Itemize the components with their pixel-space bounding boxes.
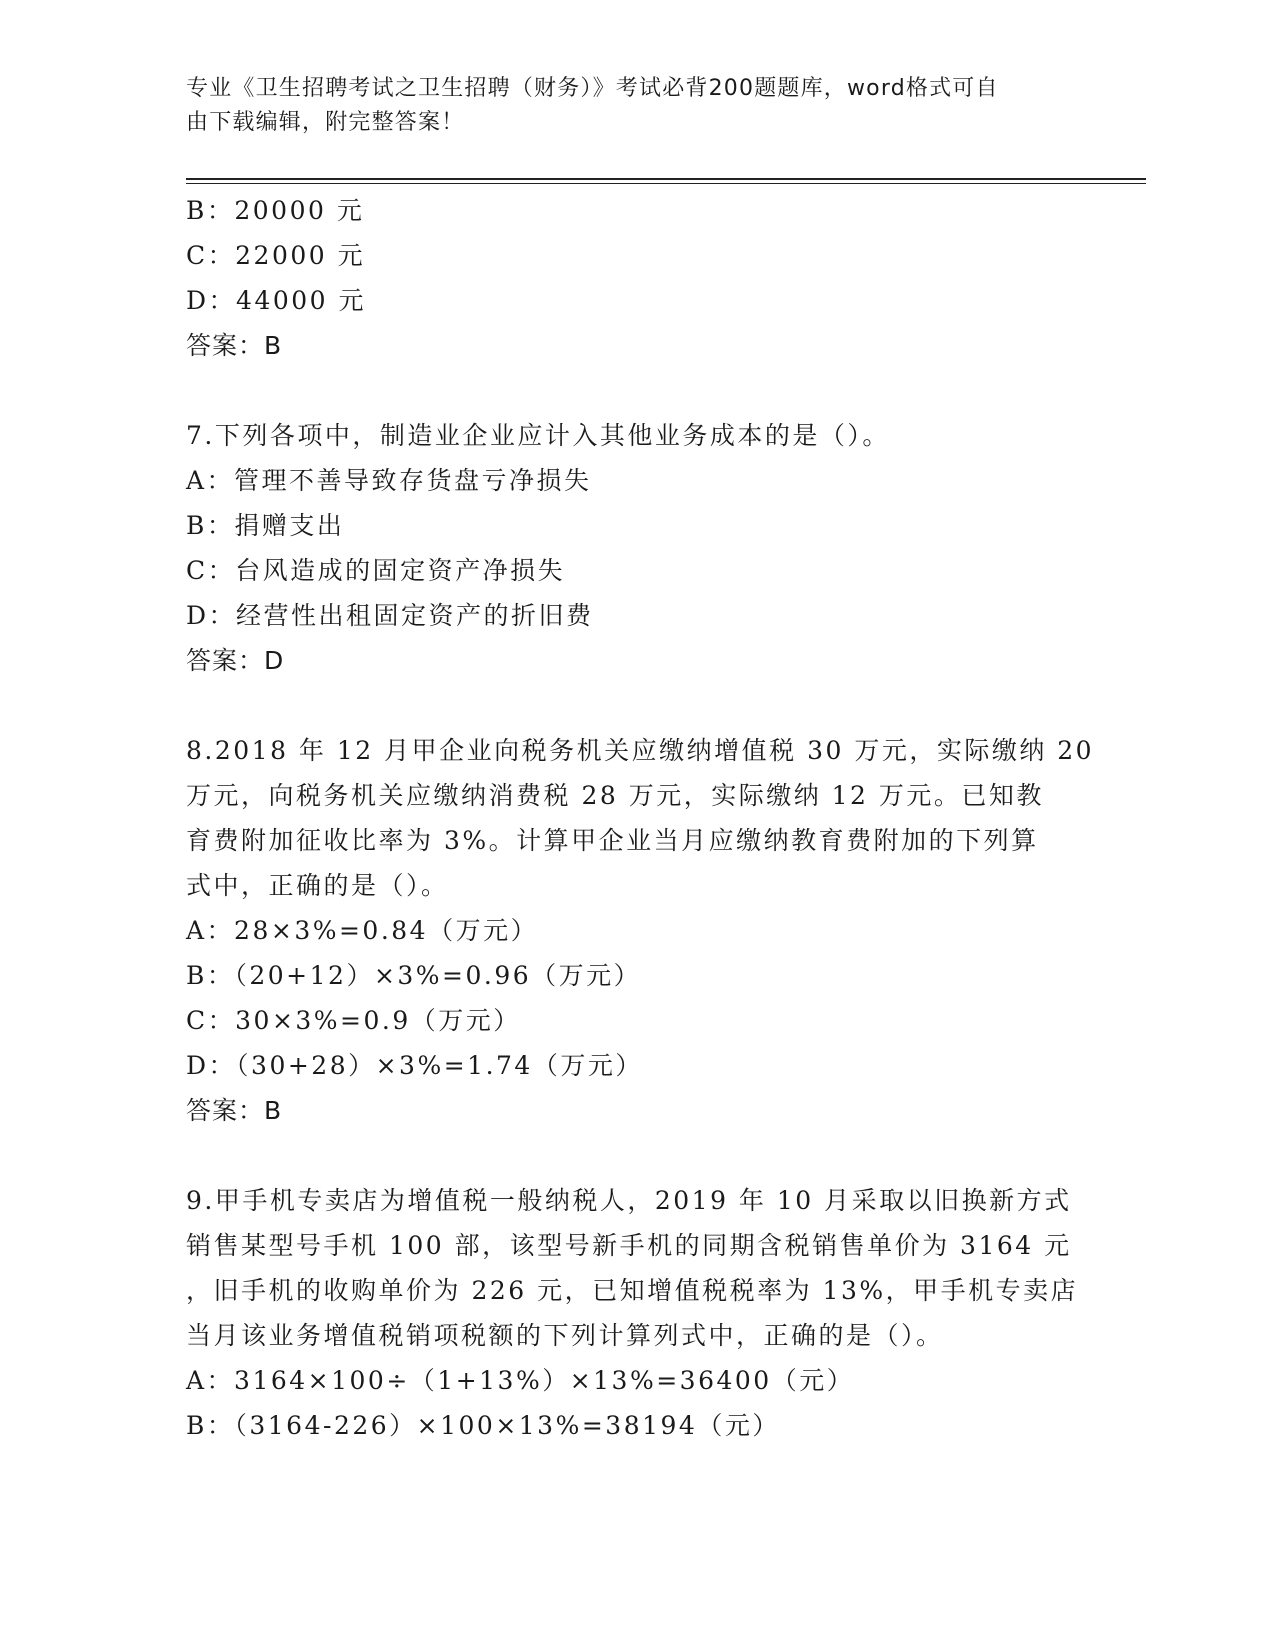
question-8 bbox=[186, 728, 1095, 1133]
question-stem-line: 育费附加征收比率为 3%。计算甲企业当月应缴纳教育费附加的下列算 bbox=[186, 826, 1039, 855]
option-b: B：（20+12）×3%=0.96（万元） bbox=[186, 961, 642, 990]
option-a: A：管理不善导致存货盘亏净损失 bbox=[186, 466, 592, 495]
option-a: A：28×3%=0.84（万元） bbox=[186, 916, 539, 945]
question-stem-line: 销售某型号手机 100 部，该型号新手机的同期含税销售单价为 3164 元 bbox=[186, 1231, 1072, 1260]
question-stem-line: 万元，向税务机关应缴纳消费税 28 万元，实际缴纳 12 万元。已知教 bbox=[186, 781, 1044, 810]
option-b: B：20000 元 bbox=[186, 196, 365, 225]
answer: 答案：B bbox=[186, 331, 283, 360]
question-stem-line: 9.甲手机专卖店为增值税一般纳税人，2019 年 10 月采取以旧换新方式 bbox=[186, 1186, 1072, 1215]
option-b: B：（3164-226）×100×13%=38194（元） bbox=[186, 1411, 780, 1440]
option-d: D：44000 元 bbox=[186, 286, 367, 315]
header-rule-thick bbox=[186, 178, 1146, 180]
header-line-2: 由下载编辑，附完整答案！ bbox=[186, 110, 465, 135]
page-header bbox=[186, 72, 1066, 140]
option-c: C：22000 元 bbox=[186, 241, 366, 270]
header-line-1: 专业《卫生招聘考试之卫生招聘（财务）》考试必背200题题库，word格式可自 bbox=[186, 76, 999, 101]
question-stem-line: 式中，正确的是（）。 bbox=[186, 871, 449, 900]
question-7 bbox=[186, 413, 1086, 683]
question-stem: 7.下列各项中，制造业企业应计入其他业务成本的是（）。 bbox=[186, 421, 890, 450]
option-c: C：30×3%=0.9（万元） bbox=[186, 1006, 521, 1035]
option-a: A：3164×100÷（1+13%）×13%=36400（元） bbox=[186, 1366, 855, 1395]
option-d: D：（30+28）×3%=1.74（万元） bbox=[186, 1051, 643, 1080]
question-stem-line: ，旧手机的收购单价为 226 元，已知增值税税率为 13%，甲手机专卖店 bbox=[186, 1276, 1079, 1305]
question-9 bbox=[186, 1178, 1086, 1448]
question-stem-line: 当月该业务增值税销项税额的下列计算列式中，正确的是（）。 bbox=[186, 1321, 944, 1350]
question-stem-line: 8.2018 年 12 月甲企业向税务机关应缴纳增值税 30 万元，实际缴纳 20 bbox=[186, 736, 1095, 765]
answer: 答案：B bbox=[186, 1096, 283, 1125]
option-b: B：捐赠支出 bbox=[186, 511, 345, 540]
document-body bbox=[186, 188, 1095, 1448]
header-rule-thin bbox=[186, 183, 1146, 184]
question-6-tail bbox=[186, 188, 1086, 368]
option-d: D：经营性出租固定资产的折旧费 bbox=[186, 601, 594, 630]
answer: 答案：D bbox=[186, 646, 285, 675]
option-c: C：台风造成的固定资产净损失 bbox=[186, 556, 566, 585]
